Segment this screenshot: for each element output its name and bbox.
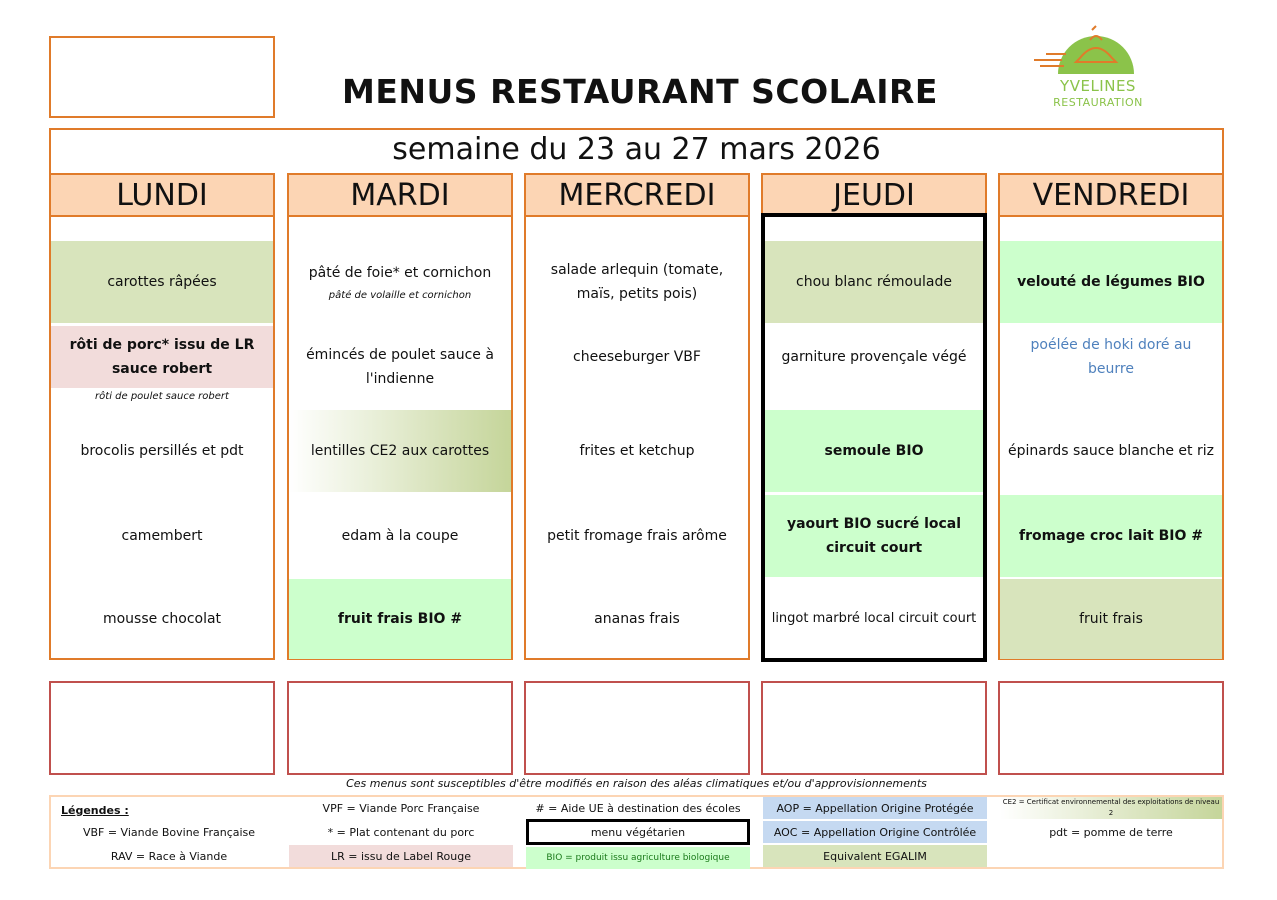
menu-item-text: lentilles CE2 aux carottes — [310, 443, 490, 459]
menu-item-alt-text: rôti de poulet sauce robert — [95, 391, 229, 402]
menu-item-text: épinards sauce blanche et riz — [1008, 443, 1214, 459]
menu-item-text: ananas frais — [594, 611, 680, 627]
week-label: semaine du 23 au 27 mars 2026 — [392, 132, 881, 167]
day-header: JEUDI — [763, 175, 985, 217]
menu-item-starter — [526, 241, 748, 323]
vegetarian-menu-frame — [761, 213, 987, 662]
legend-box — [49, 795, 1224, 869]
page-title: MENUS RESTAURANT SCOLAIRE — [342, 72, 938, 111]
menu-item-alternative — [51, 389, 273, 405]
day-column-vendredi — [998, 173, 1224, 660]
blank-box-mercredi — [524, 681, 750, 775]
blank-box-mardi — [287, 681, 513, 775]
menu-item-text: cheeseburger VBF — [573, 349, 701, 365]
menu-item-main — [526, 326, 748, 388]
legend-lr: LR = issu de Label Rouge — [289, 845, 513, 867]
blank-box-jeudi — [761, 681, 987, 775]
menu-item-dessert — [526, 579, 748, 659]
day-header: MARDI — [289, 175, 511, 217]
menu-item-starter — [51, 241, 273, 323]
legend-porc: * = Plat contenant du porc — [327, 825, 475, 839]
menu-item-text: carottes râpées — [107, 274, 217, 290]
menu-item-text: émincés de poulet sauce à l'indienne — [306, 347, 494, 387]
menu-item-text: garniture provençale végé — [781, 349, 967, 365]
legend-vpf: VPF = Viande Porc Française — [322, 801, 480, 815]
legend-aop: AOP = Appellation Origine Protégée — [763, 797, 987, 819]
menu-item-dairy — [51, 495, 273, 577]
menu-item-main — [51, 326, 273, 388]
menu-item-dairy — [289, 495, 511, 577]
day-column-mardi — [287, 173, 513, 660]
brand-name: YVELINES — [1060, 77, 1136, 95]
blank-box-vendredi — [998, 681, 1224, 775]
menu-item-main — [1000, 326, 1222, 388]
day-header: LUNDI — [51, 175, 273, 217]
legend-aoc: AOC = Appellation Origine Contrôlée — [763, 821, 987, 843]
menu-item-text: petit fromage frais arôme — [547, 528, 727, 544]
blank-box-lundi — [49, 681, 275, 775]
menu-item-text: camembert — [121, 528, 203, 544]
disclaimer-note: Ces menus sont susceptibles d'être modifiés en raison des aléas climatiques et/ou d'approvisionnements — [346, 777, 927, 790]
menu-item-side — [1000, 410, 1222, 492]
menu-item-dairy — [1000, 495, 1222, 577]
menu-item-text: edam à la coupe — [341, 528, 459, 544]
menu-item-dairy — [526, 495, 748, 577]
menu-item-text: yaourt BIO sucré local circuit court — [786, 516, 962, 556]
menu-item-text: velouté de légumes BIO — [1017, 274, 1205, 290]
legend-bio: BIO = produit issu agriculture biologique — [526, 847, 750, 869]
menu-item-side — [526, 410, 748, 492]
menu-item-dessert — [289, 579, 511, 659]
day-header: MERCREDI — [526, 175, 748, 217]
menu-item-text: fromage croc lait BIO # — [1018, 528, 1204, 544]
menu-item-alt-text: pâté de volaille et cornichon — [328, 290, 472, 301]
menu-item-dessert — [1000, 579, 1222, 659]
menu-item-text: lingot marbré local circuit court — [771, 611, 977, 626]
menu-item-text: rôti de porc* issu de LR sauce robert — [69, 337, 255, 377]
day-column-mercredi — [524, 173, 750, 660]
brand-subtitle: RESTAURATION — [1053, 96, 1143, 109]
legend-pdt: pdt = pomme de terre — [1049, 825, 1173, 839]
menu-item-text: poélée de hoki doré au beurre — [1030, 337, 1192, 377]
brand-logo-icon — [1030, 24, 1160, 84]
menu-item-text: frites et ketchup — [579, 443, 695, 459]
menu-item-text: fruit frais — [1079, 611, 1143, 627]
menu-item-text: salade arlequin (tomate, maïs, petits pois) — [550, 262, 724, 302]
school-logo-box — [49, 36, 275, 118]
menu-item-starter — [289, 241, 511, 323]
menu-item-text: brocolis persillés et pdt — [80, 443, 244, 459]
legend-rav: RAV = Race à Viande — [110, 849, 228, 863]
legend-ue: # = Aide UE à destination des écoles — [535, 801, 741, 815]
legend-vbf: VBF = Viande Bovine Française — [82, 825, 256, 839]
menu-item-text: fruit frais BIO # — [337, 611, 463, 627]
legend-title: Légendes : — [61, 803, 129, 817]
menu-item-starter — [1000, 241, 1222, 323]
menu-item-dessert — [51, 579, 273, 659]
legend-vegetarian: menu végétarien — [526, 819, 750, 845]
legend-egalim: Equivalent EGALIM — [763, 845, 987, 867]
menu-item-main — [289, 326, 511, 408]
menu-item-text: semoule BIO — [824, 443, 924, 459]
day-header: VENDREDI — [1000, 175, 1222, 217]
menu-item-text: chou blanc rémoulade — [796, 274, 952, 290]
brand-logo — [1030, 24, 1160, 116]
menu-item-text: mousse chocolat — [102, 611, 222, 627]
menu-item-side — [289, 410, 511, 492]
menu-item-side — [51, 410, 273, 492]
legend-ce2: CE2 = Certificat environnemental des exploitations de niveau 2 — [1000, 797, 1222, 819]
menu-item-text: pâté de foie* et cornichon — [308, 265, 492, 281]
day-column-lundi — [49, 173, 275, 660]
